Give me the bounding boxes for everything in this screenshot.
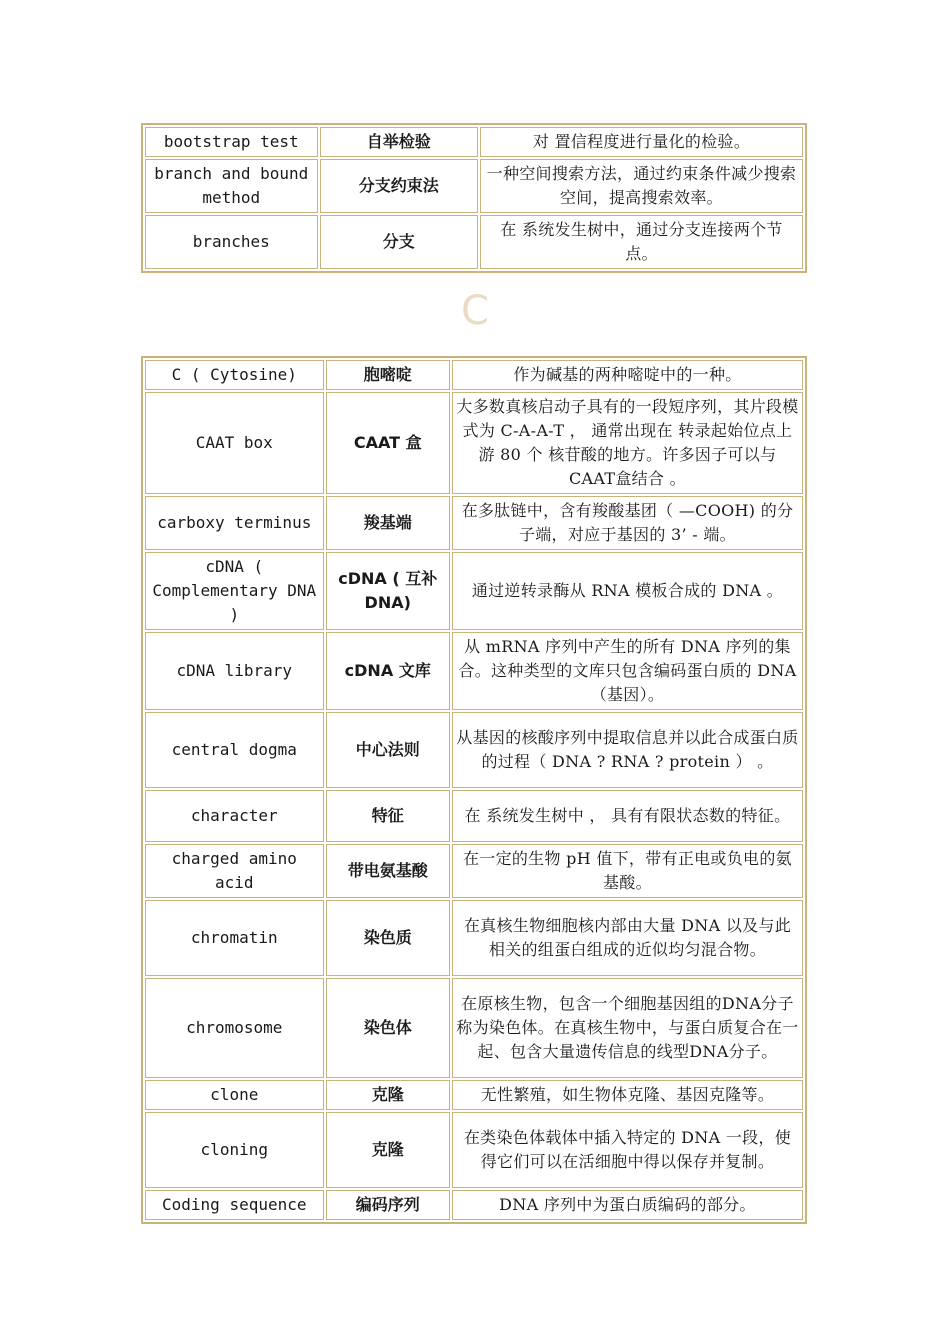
- chinese-term-cell: cDNA 文库: [326, 632, 450, 710]
- definition-cell: 在 系统发生树中，通过分支连接两个节点。: [480, 215, 803, 269]
- chinese-term-cell: 分支: [320, 215, 478, 269]
- term-cell: CAAT box: [145, 392, 324, 494]
- term-cell: Coding sequence: [145, 1190, 324, 1220]
- term-cell: chromosome: [145, 978, 324, 1078]
- term-cell: cDNA ( Complementary DNA ): [145, 552, 324, 630]
- chinese-term-cell: 克隆: [326, 1112, 450, 1188]
- definition-cell: DNA 序列中为蛋白质编码的部分。: [452, 1190, 803, 1220]
- chinese-term-cell: 编码序列: [326, 1190, 450, 1220]
- definition-cell: 大多数真核启动子具有的一段短序列，其片段模式为 C-A-A-T ， 通常出现在 转录起始位点上游 80 个 核苷酸的地方。许多因子可以与CAAT盒结合 。: [452, 392, 803, 494]
- definition-cell: 一种空间搜索方法，通过约束条件减少搜索空间，提高搜索效率。: [480, 159, 803, 213]
- chinese-term-cell: 带电氨基酸: [326, 844, 450, 898]
- chinese-term-cell: CAAT 盒: [326, 392, 450, 494]
- term-cell: cloning: [145, 1112, 324, 1188]
- term-cell: charged amino acid: [145, 844, 324, 898]
- definition-cell: 从 mRNA 序列中产生的所有 DNA 序列的集合。这种类型的文库只包含编码蛋白质的 DNA （基因）。: [452, 632, 803, 710]
- definition-cell: 通过逆转录酶从 RNA 模板合成的 DNA 。: [452, 552, 803, 630]
- chinese-term-cell: 特征: [326, 790, 450, 842]
- definition-cell: 从基因的核酸序列中提取信息并以此合成蛋白质的过程（ DNA ? RNA ? protein ） 。: [452, 712, 803, 788]
- definition-cell: 在一定的生物 pH 值下，带有正电或负电的氨基酸。: [452, 844, 803, 898]
- table-row: [145, 360, 803, 390]
- chinese-term-cell: 染色体: [326, 978, 450, 1078]
- chinese-term-cell: 分支约束法: [320, 159, 478, 213]
- term-cell: cDNA library: [145, 632, 324, 710]
- table-row: [145, 1190, 803, 1220]
- term-cell: chromatin: [145, 900, 324, 976]
- section-letter: C: [461, 288, 489, 334]
- chinese-term-cell: 自举检验: [320, 127, 478, 157]
- term-cell: carboxy terminus: [145, 496, 324, 550]
- table-row: [145, 127, 803, 157]
- definition-cell: 在 系统发生树中 ， 具有有限状态数的特征。: [452, 790, 803, 842]
- table-row: [145, 900, 803, 976]
- term-cell: clone: [145, 1080, 324, 1110]
- table-row: [145, 159, 803, 213]
- table-row: [145, 844, 803, 898]
- table-row: [145, 1080, 803, 1110]
- definition-cell: 作为碱基的两种嘧啶中的一种。: [452, 360, 803, 390]
- glossary-table-c: [141, 356, 807, 1224]
- chinese-term-cell: cDNA ( 互补DNA): [326, 552, 450, 630]
- definition-cell: 在类染色体载体中插入特定的 DNA 一段，使得它们可以在活细胞中得以保存并复制。: [452, 1112, 803, 1188]
- term-cell: branches: [145, 215, 318, 269]
- definition-cell: 在多肽链中，含有羧酸基团（ —COOH) 的分子端，对应于基因的 3’ - 端。: [452, 496, 803, 550]
- term-cell: C ( Cytosine): [145, 360, 324, 390]
- table-row: [145, 552, 803, 630]
- chinese-term-cell: 克隆: [326, 1080, 450, 1110]
- table-row: [145, 978, 803, 1078]
- glossary-table-b: [141, 123, 807, 273]
- chinese-term-cell: 羧基端: [326, 496, 450, 550]
- table-row: [145, 1112, 803, 1188]
- table-row: [145, 790, 803, 842]
- table-row: [145, 215, 803, 269]
- chinese-term-cell: 染色质: [326, 900, 450, 976]
- definition-cell: 在原核生物，包含一个细胞基因组的DNA分子称为染色体。在真核生物中，与蛋白质复合在一起、包含大量遗传信息的线型DNA分子。: [452, 978, 803, 1078]
- table-row: [145, 392, 803, 494]
- term-cell: central dogma: [145, 712, 324, 788]
- definition-cell: 无性繁殖，如生物体克隆、基因克隆等。: [452, 1080, 803, 1110]
- term-cell: branch and bound method: [145, 159, 318, 213]
- chinese-term-cell: 中心法则: [326, 712, 450, 788]
- term-cell: character: [145, 790, 324, 842]
- table-row: [145, 712, 803, 788]
- chinese-term-cell: 胞嘧啶: [326, 360, 450, 390]
- definition-cell: 对 置信程度进行量化的检验。: [480, 127, 803, 157]
- term-cell: bootstrap test: [145, 127, 318, 157]
- definition-cell: 在真核生物细胞核内部由大量 DNA 以及与此相关的组蛋白组成的近似均匀混合物。: [452, 900, 803, 976]
- table-row: [145, 632, 803, 710]
- table-row: [145, 496, 803, 550]
